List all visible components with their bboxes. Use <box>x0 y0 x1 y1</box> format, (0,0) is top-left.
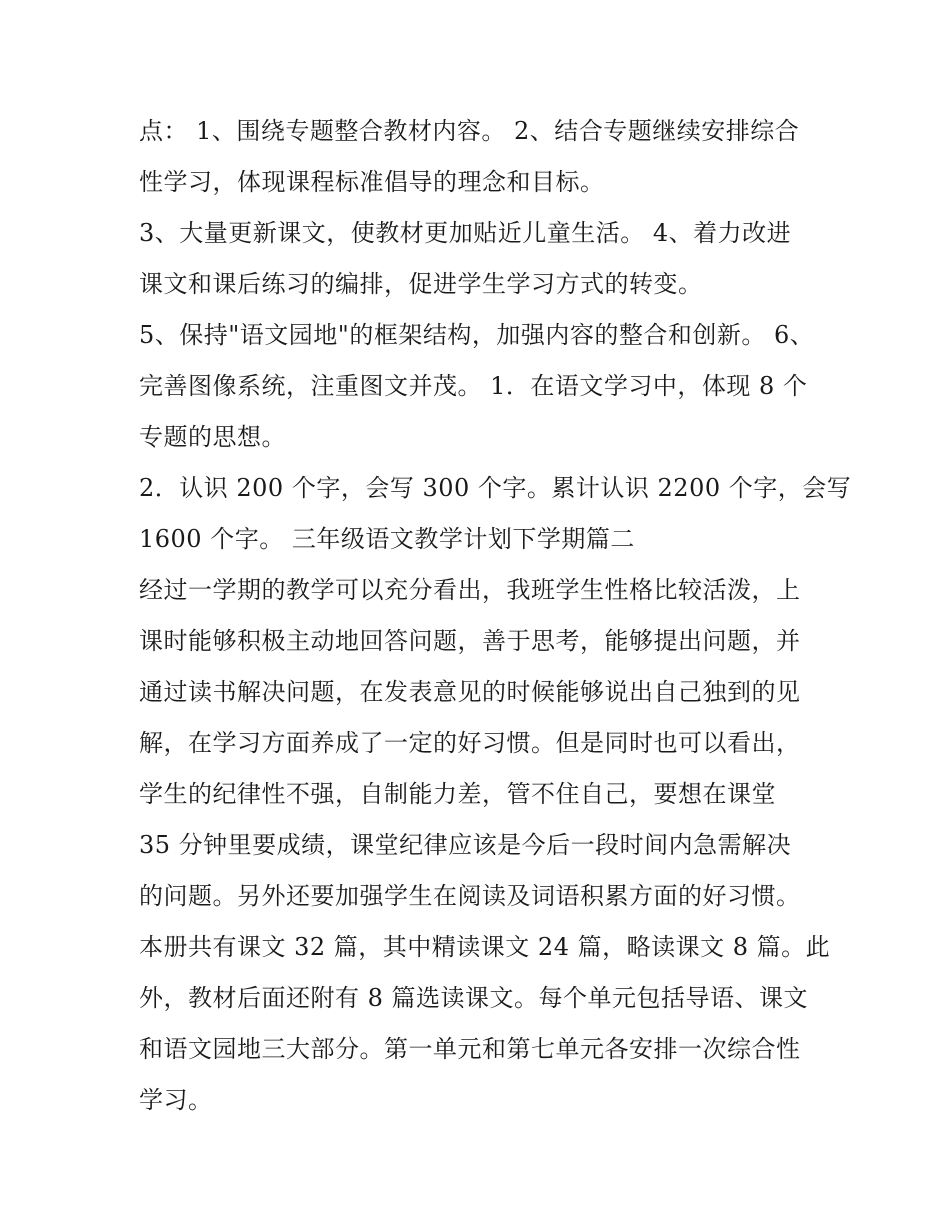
text-line: 本册共有课文 32 篇，其中精读课文 24 篇，略读课文 8 篇。此 <box>139 933 831 961</box>
text-line: 2．认识 200 个字，会写 300 个字。累计认识 2200 个字，会写 <box>139 474 852 502</box>
text-line: 学习。 <box>139 1086 213 1114</box>
text-line: 完善图像系统，注重图文并茂。 1．在语文学习中，体现 8 个 <box>139 372 808 400</box>
text-line: 3、大量更新课文，使教材更加贴近儿童生活。 4、着力改进 <box>139 219 792 247</box>
text-line: 的问题。另外还要加强学生在阅读及词语积累方面的好习惯。 <box>139 882 801 910</box>
text-line: 经过一学期的教学可以充分看出，我班学生性格比较活泼，上 <box>139 576 801 604</box>
text-line: 1600 个字。 三年级语文教学计划下学期篇二 <box>139 525 635 553</box>
text-line: 通过读书解决问题，在发表意见的时候能够说出自己独到的见 <box>139 678 801 706</box>
text-line: 35 分钟里要成绩，课堂纪律应该是今后一段时间内急需解决 <box>139 831 792 859</box>
text-line: 课时能够积极主动地回答问题，善于思考，能够提出问题，并 <box>139 627 801 655</box>
text-line: 外，教材后面还附有 8 篇选读课文。每个单元包括导语、课文 <box>139 984 809 1012</box>
text-line: 解，在学习方面养成了一定的好习惯。但是同时也可以看出， <box>139 729 801 757</box>
text-line: 和语文园地三大部分。第一单元和第七单元各安排一次综合性 <box>139 1035 801 1063</box>
text-line: 专题的思想。 <box>139 423 286 451</box>
text-line: 5、保持"语文园地"的框架结构，加强内容的整合和创新。 6、 <box>139 321 815 349</box>
text-line: 学生的纪律性不强，自制能力差，管不住自己，要想在课堂 <box>139 780 776 808</box>
document-body <box>139 106 852 1126</box>
text-line: 课文和课后练习的编排，促进学生学习方式的转变。 <box>139 270 703 298</box>
text-line: 性学习，体现课程标准倡导的理念和目标。 <box>139 168 605 196</box>
text-line: 点： 1、围绕专题整合教材内容。 2、结合专题继续安排综合 <box>139 117 800 145</box>
